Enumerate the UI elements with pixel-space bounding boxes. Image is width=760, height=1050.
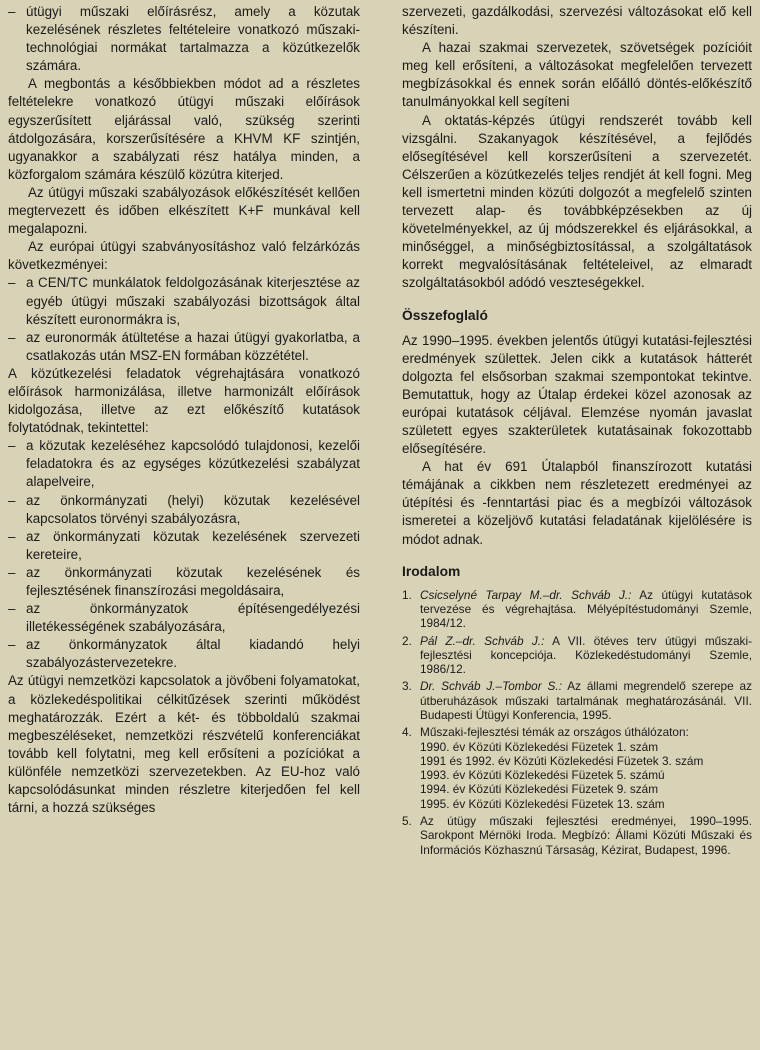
reference-item xyxy=(402,725,752,811)
paragraph: Az európai útügyi szabványosításhoz való felzárkózás következményei: xyxy=(8,239,360,273)
summary-paragraph: A hat év 691 Útalapból finanszírozott kutatási témájának a cikkben nem részletezett eredményei az útépítési és -fenntartási piac és a megbízói változások ismeretei a közeljövő kutatási feladatának kijelölésére is módot adnak. xyxy=(402,459,752,547)
dash-item: – a közutak kezeléséhez kapcsolódó tulajdonosi, kezelői feladatokra és az egységes közútkezelési szabályzat alapelveire, xyxy=(8,437,360,491)
dash-item: – útügyi műszaki előírásrész, amely a közutak kezelésének részletes feltételeire vonatkozó műszaki-technológiai normákat tartalmazza a közútkezelők számára. xyxy=(8,3,360,75)
reference-subline: 1994. év Közúti Közlekedési Füzetek 9. szám xyxy=(420,782,659,797)
dash-item: – az önkormányzati közutak kezelésének szervezeti kereteire, xyxy=(8,528,360,564)
references-heading: Irodalom xyxy=(402,563,461,579)
reference-item xyxy=(402,588,752,631)
paragraph: A megbontás a későbbiekben módot ad a részletes feltételekre vonatkozó útügyi műszaki előírások egyszerűsített eljárással való, szükség szerinti átdolgozására, korszerűsítésére a KHVM KF szintjén, ugyanakkor a szabályzati rész hatálya minden, a közforgalom számára készülő közútra kiterjed. xyxy=(8,76,360,182)
reference-item xyxy=(402,679,752,722)
reference-author: Pál Z.–dr. Schváb J.: xyxy=(420,633,545,648)
paragraph: A közútkezelési feladatok végrehajtására vonatkozó előírások harmonizálása, illetve harmonizált előírások kidolgozása, illetve az ezt előkészítő kutatások folytatódnak, tekintettel: xyxy=(8,365,360,436)
summary-paragraph: Az 1990–1995. években jelentős útügyi kutatási-fejlesztési eredmények születtek. Jelen cikk a kutatások hátterét dolgozta fel elsősorban szakmai szempontokat tekintve. Bemutattuk, hogy az Útalap érdekei közel azonosak az európai kutatások céljával. Elemzése nyomán javaslat született egyes szakterületek kutatásainak fokozottabb elősegítésére. xyxy=(402,332,752,457)
dash-item: – az önkormányzati (helyi) közutak kezelésével kapcsolatos törvényi szabályozásra, xyxy=(8,492,360,528)
left-column xyxy=(8,3,360,817)
reference-subline: 1993. év Közúti Közlekedési Füzetek 5. számú xyxy=(420,768,665,783)
paragraph: A oktatás-képzés útügyi rendszerét tovább kell vizsgálni. Szakanyagok készítésével, a fejlődés elősegítésével kell korszerűsíteni a szervezetét. Célszerűen a közútkezelés teljes rendjét át kell fogni. Meg kell ismertetni minden közúti dolgozót a megfelelő szinten tervezett alap- és továbbképzésekben az új követelményekkel, az új módszerekkel és eljárásokkal, a minőséggel, a minőségbiztosítással, a szolgáltatások korrekt megvalósításának feltételeivel, az elmaradt szolgáltatásokból adódó veszteségekkel. xyxy=(402,112,752,291)
reference-number: 5. xyxy=(402,814,412,829)
reference-author: Csicselyné Tarpay M.–dr. Schváb J.: xyxy=(420,587,632,602)
reference-text: A VII. ötéves terv útügyi műszaki-fejlesztési koncepciója. Közlekedéstudományi Szemle, 1986/12. xyxy=(420,633,753,677)
reference-subline: 1990. év Közúti Közlekedési Füzetek 1. szám xyxy=(420,739,659,754)
reference-subline: 1991 és 1992. év Közúti Közlekedési Füzetek 3. szám xyxy=(420,753,704,768)
dash-item: – az euronormák átültetése a hazai útügyi gyakorlatba, a csatlakozás után MSZ-EN formában közzététel. xyxy=(8,329,360,365)
dash-item: – az önkormányzatok építésengedélyezési illetékességének szabályozására, xyxy=(8,600,360,636)
summary-heading: Összefoglaló xyxy=(402,307,488,323)
reference-number: 1. xyxy=(402,587,412,602)
reference-number: 2. xyxy=(402,633,412,648)
dash-item: – az önkormányzati közutak kezelésének és fejlesztésének finanszírozási megoldásaira, xyxy=(8,564,360,600)
reference-text: Műszaki-fejlesztési témák az országos úthálózaton: xyxy=(420,725,689,740)
dash-item: – a CEN/TC munkálatok feldolgozásának kiterjesztése az egyéb útügyi műszaki szabályozási bizottságok által készített euronormákra is, xyxy=(8,274,360,328)
right-column xyxy=(402,3,752,860)
paragraph: A hazai szakmai szervezetek, szövetségek pozícióit meg kell erősíteni, a változásokat megfelelően tervezett megbízásokkal és ennek során előálló döntés-előkészítő tanulmányokkal kell segíteni xyxy=(402,40,752,110)
reference-text: Az útügy műszaki fejlesztési eredményei, 1990–1995. Sarokpont Mérnöki Iroda. Megbízó: Állami Közúti Műszaki és Információs Közhasznú Társaság, Kézirat, Budapest, 1996. xyxy=(420,814,752,857)
reference-author: Dr. Schváb J.–Tombor S.: xyxy=(420,679,562,694)
paragraph: szervezeti, gazdálkodási, szervezési változásokat elő kell készíteni. xyxy=(402,4,752,38)
reference-subline: 1995. év Közúti Közlekedési Füzetek 13. szám xyxy=(420,796,665,811)
paragraph: Az útügyi nemzetközi kapcsolatok a jövőbeni folyamatokat, a közlekedéspolitikai célkitűzések szerinti működést meghatározzák. Ezért a két- és többoldalú szakmai megbeszéléseket, nemzetközi részvételű konferenciákat tovább kell folytatni, meg kell erősíteni a pozíciókat a különféle nemzetközi szervezetekben. Az EU-hoz való kapcsolódásunkat minden részletre kiterjedően fel kell tárni, a hozzá szükséges xyxy=(8,673,360,816)
reference-list xyxy=(402,588,752,857)
reference-text: Az útügyi kutatások tervezése és végrehajtása. Mélyépítéstudományi Szemle, 1984/12. xyxy=(420,587,753,631)
paragraph: Az útügyi műszaki szabályozások előkészítését kellően megtervezett és időben elkészített K+F munkával kell megalapozni. xyxy=(8,184,360,237)
reference-number: 4. xyxy=(402,725,412,740)
reference-text: Az állami megrendelő szerepe az útberuházások műszaki tartalmának meghatározásánál. VII. Budapesti Útügyi Konferencia, 1995. xyxy=(420,679,752,722)
reference-item xyxy=(402,634,752,677)
reference-item xyxy=(402,814,752,857)
dash-item: – az önkormányzatok által kiadandó helyi szabályozástervezetekre. xyxy=(8,636,360,672)
reference-number: 3. xyxy=(402,679,412,694)
